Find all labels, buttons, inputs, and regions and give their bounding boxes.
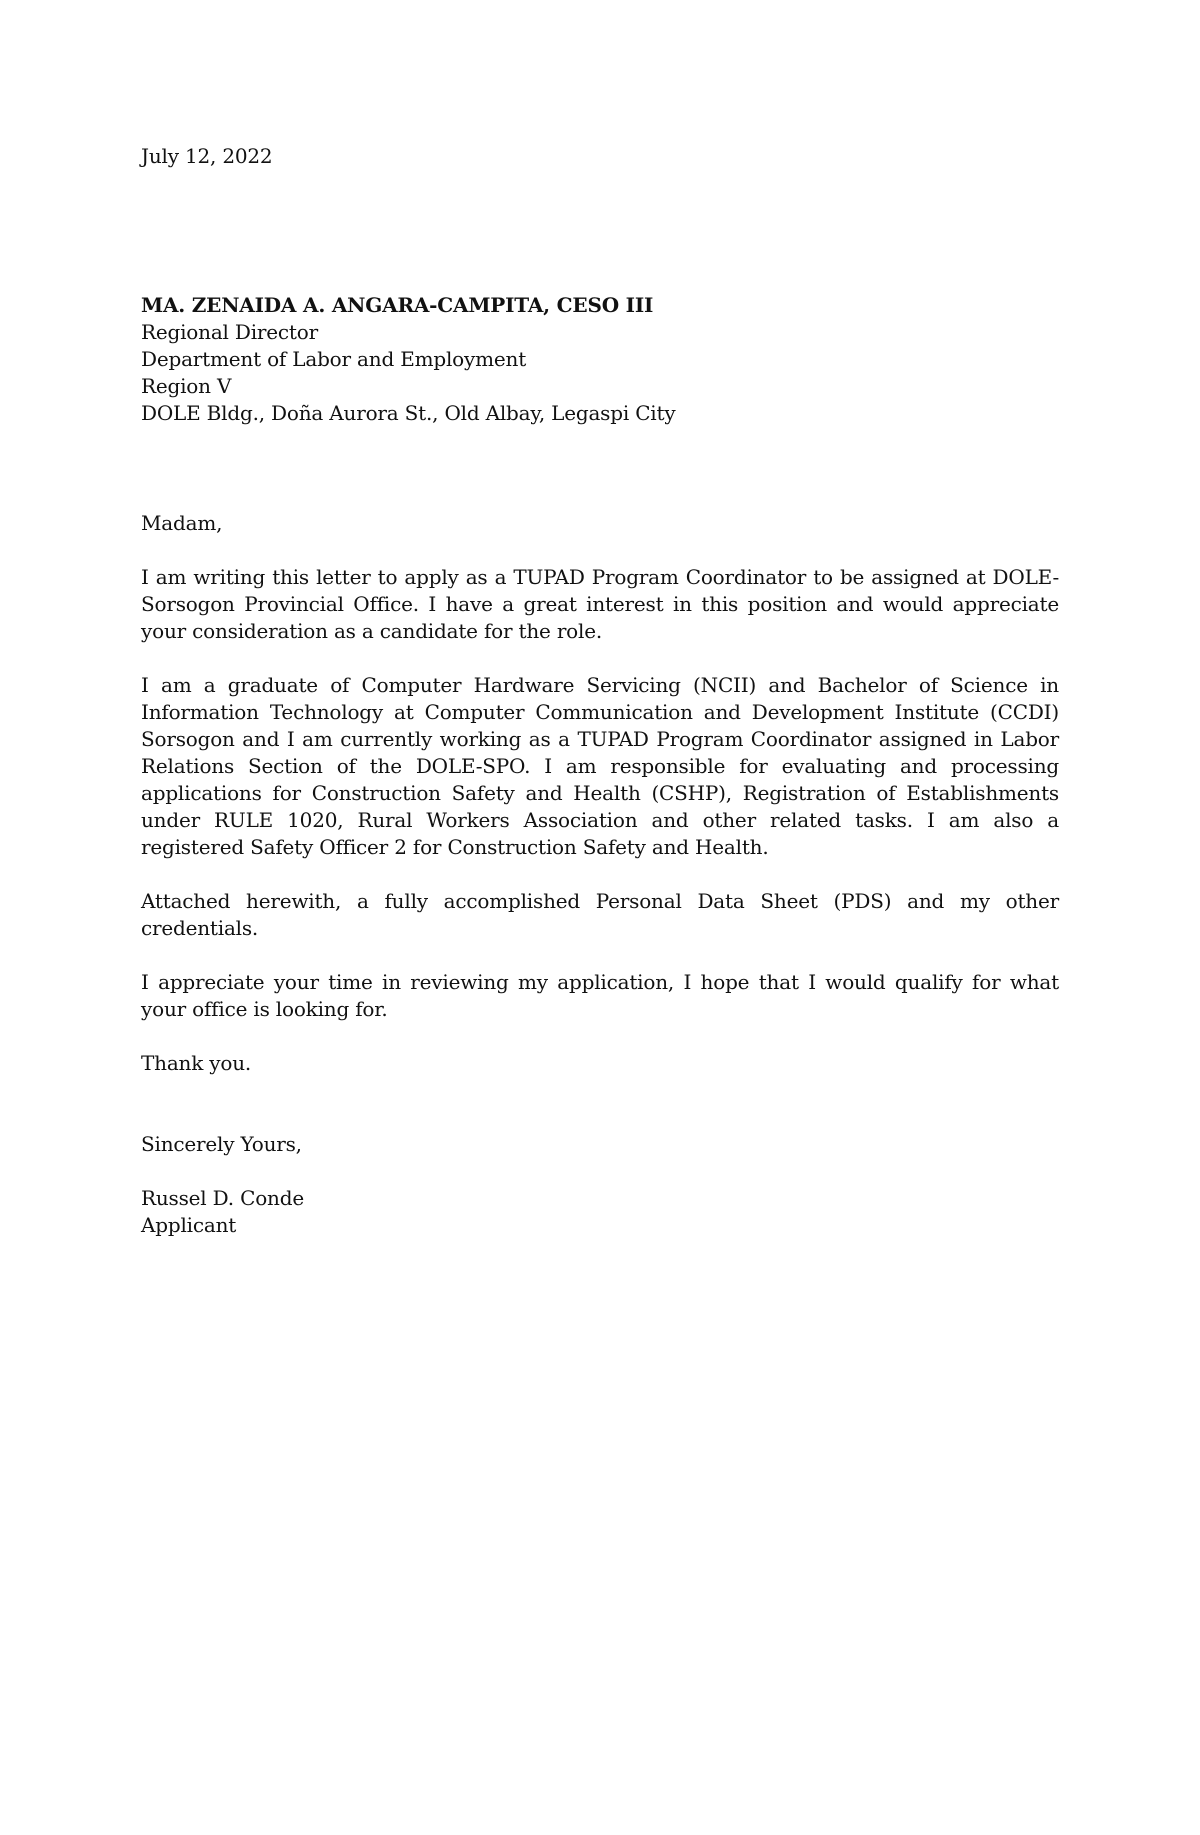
recipient-block [141, 292, 1059, 427]
salutation: Madam, [141, 511, 223, 535]
body-paragraph-intro: I am writing this letter to apply as a TUPAD Program Coordinator to be assigned at DOLE-Sorsogon Provincial Office. I have a great interest in this position and would appreciate your consideration as a candidate for the role. [141, 565, 1059, 643]
closing: Sincerely Yours, [141, 1132, 302, 1156]
signatory-role: Applicant [141, 1213, 237, 1237]
body-paragraph-background: I am a graduate of Computer Hardware Servicing (NCII) and Bachelor of Science in Information Technology at Computer Communication and Development Institute (CCDI) Sorsogon and I am currently working as a TUPAD Program Coordinator assigned in Labor Relations Section of the DOLE-SPO. I am responsible for evaluating and processing applications for Construction Safety and Health (CSHP), Registration of Establishments under RULE 1020, Rural Workers Association and other related tasks. I am also a registered Safety Officer 2 for Construction Safety and Health. [141, 673, 1059, 859]
body-paragraph-appreciation: I appreciate your time in reviewing my application, I hope that I would qualify for what your office is looking for. [141, 970, 1059, 1021]
signature-block [141, 1185, 1059, 1239]
recipient-region: Region V [141, 374, 232, 398]
body-paragraph-thanks: Thank you. [141, 1051, 252, 1075]
recipient-title: Regional Director [141, 320, 318, 344]
application-letter [141, 143, 1059, 1239]
body-paragraph-attachments: Attached herewith, a fully accomplished Personal Data Sheet (PDS) and my other credentials. [141, 889, 1059, 940]
signatory-name: Russel D. Conde [141, 1186, 304, 1210]
recipient-department: Department of Labor and Employment [141, 347, 527, 371]
recipient-name: MA. ZENAIDA A. ANGARA-CAMPITA, CESO III [141, 293, 654, 317]
letter-date: July 12, 2022 [141, 144, 273, 168]
recipient-address: DOLE Bldg., Doña Aurora St., Old Albay, Legaspi City [141, 401, 676, 425]
